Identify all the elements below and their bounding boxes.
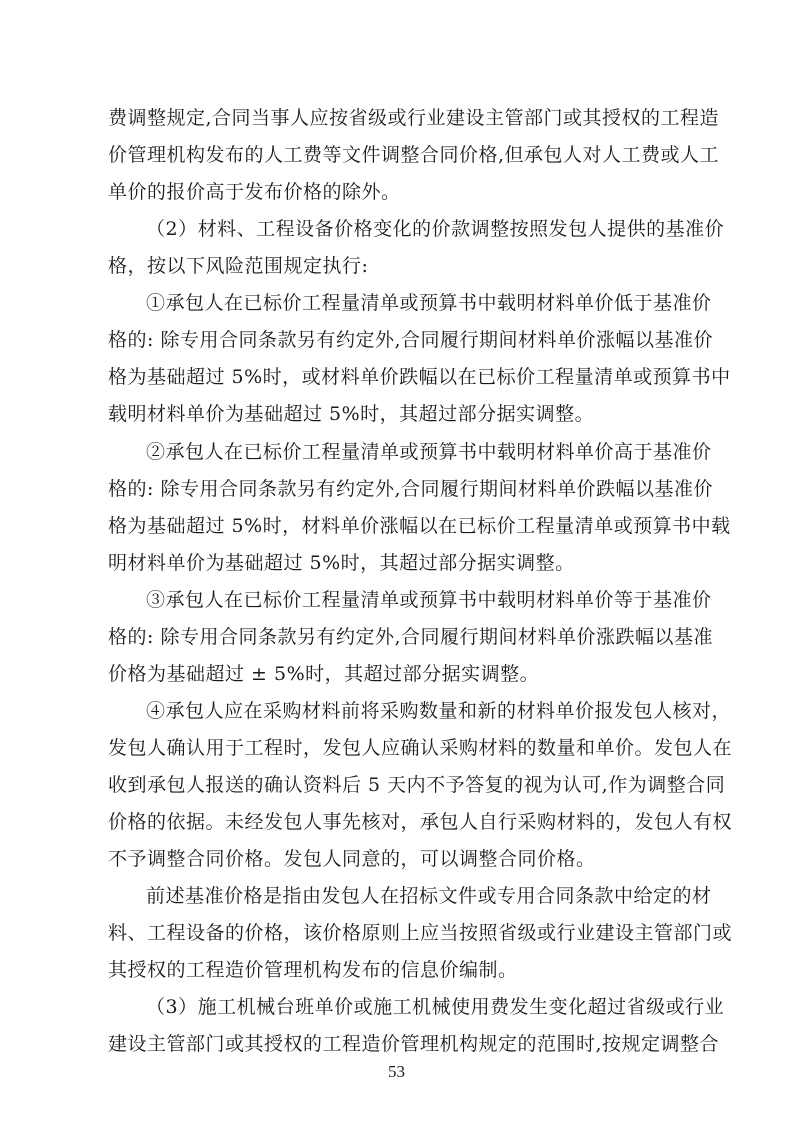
text-line: 其授权的工程造价管理机构发布的信息价编制。 (108, 959, 518, 981)
text-line: 格的: 除专用合同条款另有约定外,合同履行期间材料单价跌幅以基准价 (108, 478, 713, 500)
text-line: 费调整规定,合同当事人应按省级或行业建设主管部门或其授权的工程造 (108, 107, 720, 129)
text-line: 格为基础超过 5%时，材料单价涨幅以在已标价工程量清单或预算书中载 (108, 515, 731, 537)
text-line: 载明材料单价为基础超过 5%时，其超过部分据实调整。 (108, 403, 595, 425)
text-line: 价格为基础超过 ± 5%时，其超过部分据实调整。 (108, 663, 540, 685)
text-line: （3）施工机械台班单价或施工机械使用费发生变化超过省级或行业 (146, 996, 725, 1018)
text-line: ④承包人应在采购材料前将采购数量和新的材料单价报发包人核对， (146, 700, 732, 722)
text-line: 格，按以下风险范围规定执行: (108, 255, 369, 277)
text-line: 格为基础超过 5%时，或材料单价跌幅以在已标价工程量清单或预算书中 (108, 366, 731, 388)
page-number: 53 (388, 1062, 405, 1081)
text-line: 价格的依据。未经发包人事先核对，承包人自行采购材料的，发包人有权 (108, 811, 733, 833)
text-line: 前述基准价格是指由发包人在招标文件或专用合同条款中给定的材 (146, 885, 712, 907)
text-line: ①承包人在已标价工程量清单或预算书中载明材料单价低于基准价 (146, 292, 712, 314)
text-line: （2）材料、工程设备价格变化的价款调整按照发包人提供的基准价 (146, 218, 725, 240)
text-line: 建设主管部门或其授权的工程造价管理机构规定的范围时,按规定调整合 (108, 1033, 720, 1055)
text-line: 价管理机构发布的人工费等文件调整合同价格,但承包人对人工费或人工 (108, 144, 720, 166)
text-line: 料、工程设备的价格，该价格原则上应当按照省级或行业建设主管部门或 (108, 922, 733, 944)
text-line: 不予调整合同价格。发包人同意的，可以调整合同价格。 (108, 848, 596, 870)
text-line: 发包人确认用于工程时，发包人应确认采购材料的数量和单价。发包人在 (108, 737, 733, 759)
text-line: 收到承包人报送的确认资料后 5 天内不予答复的视为认可,作为调整合同 (108, 774, 726, 796)
text-line: ②承包人在已标价工程量清单或预算书中载明材料单价高于基准价 (146, 441, 712, 463)
text-line: 明材料单价为基础超过 5%时，其超过部分据实调整。 (108, 552, 575, 574)
text-line: 格的: 除专用合同条款另有约定外,合同履行期间材料单价涨跌幅以基准 (108, 626, 713, 648)
text-line: 单价的报价高于发布价格的除外。 (108, 181, 401, 203)
text-line: ③承包人在已标价工程量清单或预算书中载明材料单价等于基准价 (146, 589, 712, 611)
text-line: 格的: 除专用合同条款另有约定外,合同履行期间材料单价涨幅以基准价 (108, 329, 713, 351)
